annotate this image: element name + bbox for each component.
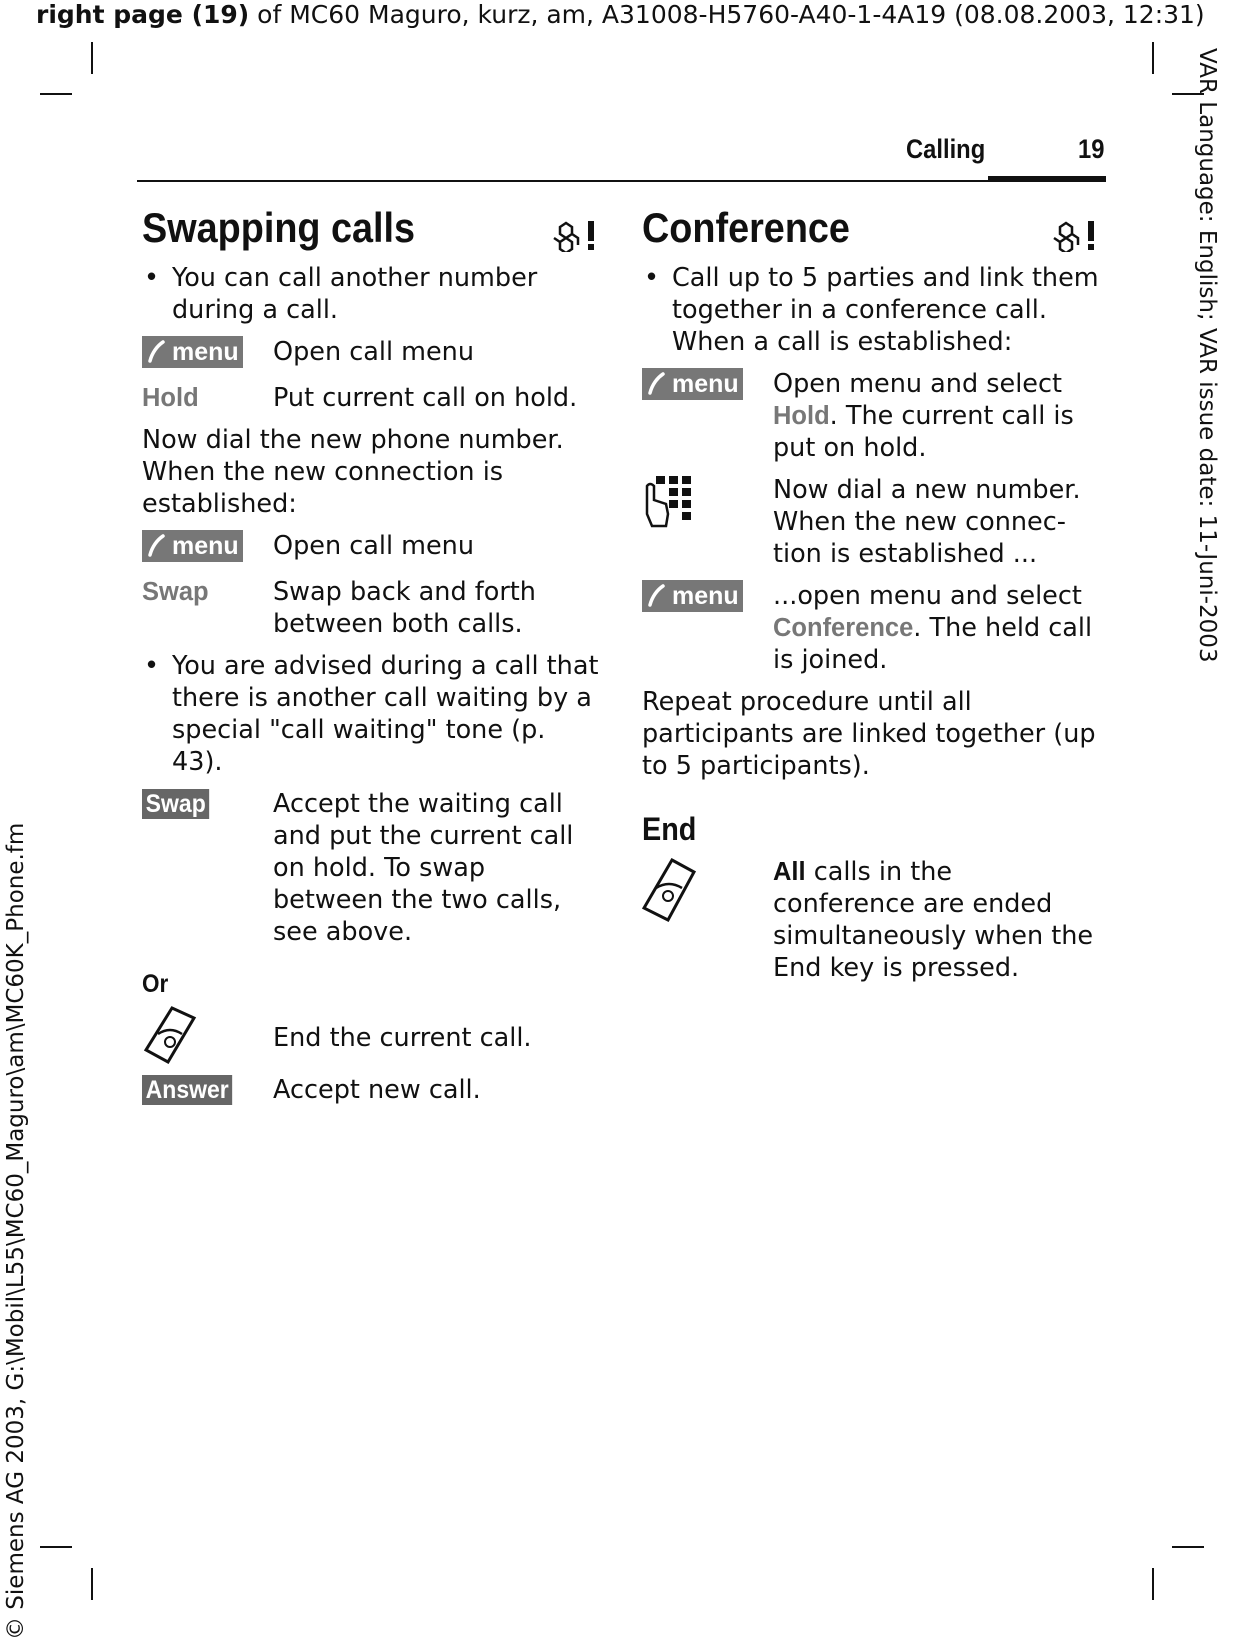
menu-softkey-label: menu (672, 582, 739, 610)
swapping-calls-title: Swapping calls (142, 204, 416, 251)
menu-softkey (642, 368, 743, 400)
print-header-line (36, 0, 1205, 29)
phone-handset-icon (146, 534, 168, 558)
network-service-icon (552, 218, 598, 252)
crop-mark (91, 1568, 93, 1600)
running-header-page: 19 (1078, 134, 1105, 164)
running-header-section: Calling (906, 134, 986, 164)
row-desc (773, 580, 1102, 676)
crop-mark (40, 1546, 72, 1548)
end-key-icon (642, 856, 698, 924)
desc-text: . The current call is put on hold. (773, 401, 1074, 463)
crop-mark (40, 93, 72, 95)
bullet-conference: • Call up to 5 parties and link them together in a conference call. When a call is established: (642, 262, 1102, 358)
swap-softkey: Swap (142, 789, 209, 819)
row-open-menu-conference (642, 580, 1102, 676)
menu-softkey (642, 580, 743, 612)
row-desc: Put current call on hold. (273, 383, 578, 413)
side-copyright-path: © Siemens AG 2003, G:\Mobil\L55\MC60_Maguro\am\MC60K_Phone.fm (3, 822, 29, 1640)
crop-mark (1152, 1568, 1154, 1600)
conference-heading-row (642, 204, 1102, 252)
bullet-call-another: • You can call another number during a call. (142, 262, 602, 326)
row-open-call-menu (142, 336, 602, 372)
phone-handset-icon (146, 340, 168, 364)
paragraph-dial-new: Now dial the new phone number. When the new connection is established: (142, 425, 564, 519)
answer-softkey: Answer (142, 1075, 232, 1105)
keypad-icon (642, 474, 698, 534)
right-column (642, 204, 1102, 984)
row-desc: Open call menu (273, 337, 474, 367)
left-column (142, 204, 602, 1106)
phone-handset-icon (646, 584, 668, 608)
row-hold (142, 382, 602, 414)
row-swap (142, 576, 602, 640)
bullet-call-waiting: • You are advised during a call that there is another call waiting by a special "call waiting" tone (p. 43). (142, 650, 602, 778)
desc-text: calls in the conference are ended simultaneously when the End key is pressed. (773, 857, 1094, 983)
row-desc: Open call menu (273, 531, 474, 561)
menu-softkey-label: menu (672, 370, 739, 398)
hold-menu-item: Hold (773, 402, 830, 430)
all-emphasis: All (773, 858, 806, 886)
menu-softkey (142, 336, 243, 368)
menu-softkey-label: menu (172, 532, 239, 560)
crop-mark (91, 42, 93, 74)
conference-title: Conference (642, 204, 850, 251)
print-header-bold: right page (19) (36, 0, 250, 29)
phone-handset-icon (646, 372, 668, 396)
row-desc: Now dial a new number. When the new connec-tion is established ... (773, 475, 1081, 569)
header-tab-bar (988, 176, 1106, 182)
row-desc: Accept new call. (273, 1075, 481, 1105)
desc-text: ...open menu and select (773, 581, 1082, 611)
menu-softkey-label: menu (172, 338, 239, 366)
conference-menu-item: Conference (773, 614, 914, 642)
menu-softkey (142, 530, 243, 562)
paragraph-repeat: Repeat procedure until all participants are linked together (up to 5 participants). (642, 687, 1096, 781)
row-swap-softkey (142, 788, 602, 948)
row-open-menu-hold (642, 368, 1102, 464)
row-desc: Swap back and forth between both calls. (273, 577, 536, 639)
row-end-current (142, 1004, 602, 1072)
row-dial-new (642, 474, 1102, 570)
crop-mark (1172, 1546, 1204, 1548)
row-end-all (642, 856, 1102, 984)
header-rule (137, 180, 1106, 182)
end-subheading: End (642, 811, 697, 847)
crop-mark (1152, 42, 1154, 74)
row-desc: Accept the waiting call and put the current call on hold. To swap between the two calls, see above. (273, 789, 574, 947)
side-language-note: VAR Language: English; VAR issue date: 11-Juni-2003 (1194, 48, 1220, 663)
print-header-rest: of MC60 Maguro, kurz, am, A31008-H5760-A40-1-4A19 (08.08.2003, 12:31) (249, 0, 1205, 29)
desc-text: Open menu and select (773, 369, 1063, 399)
row-open-call-menu-2 (142, 530, 602, 566)
or-label: Or (142, 970, 169, 998)
row-desc: End the current call. (273, 1023, 532, 1053)
end-key-icon (142, 1004, 198, 1064)
desc-text: . The held call is joined. (773, 613, 1093, 675)
swapping-calls-heading-row (142, 204, 602, 252)
row-desc (773, 368, 1102, 464)
hold-menu-item: Hold (142, 384, 199, 412)
row-answer (142, 1074, 602, 1106)
swap-menu-item: Swap (142, 578, 209, 606)
network-service-icon (1052, 218, 1098, 252)
row-desc (773, 856, 1102, 984)
